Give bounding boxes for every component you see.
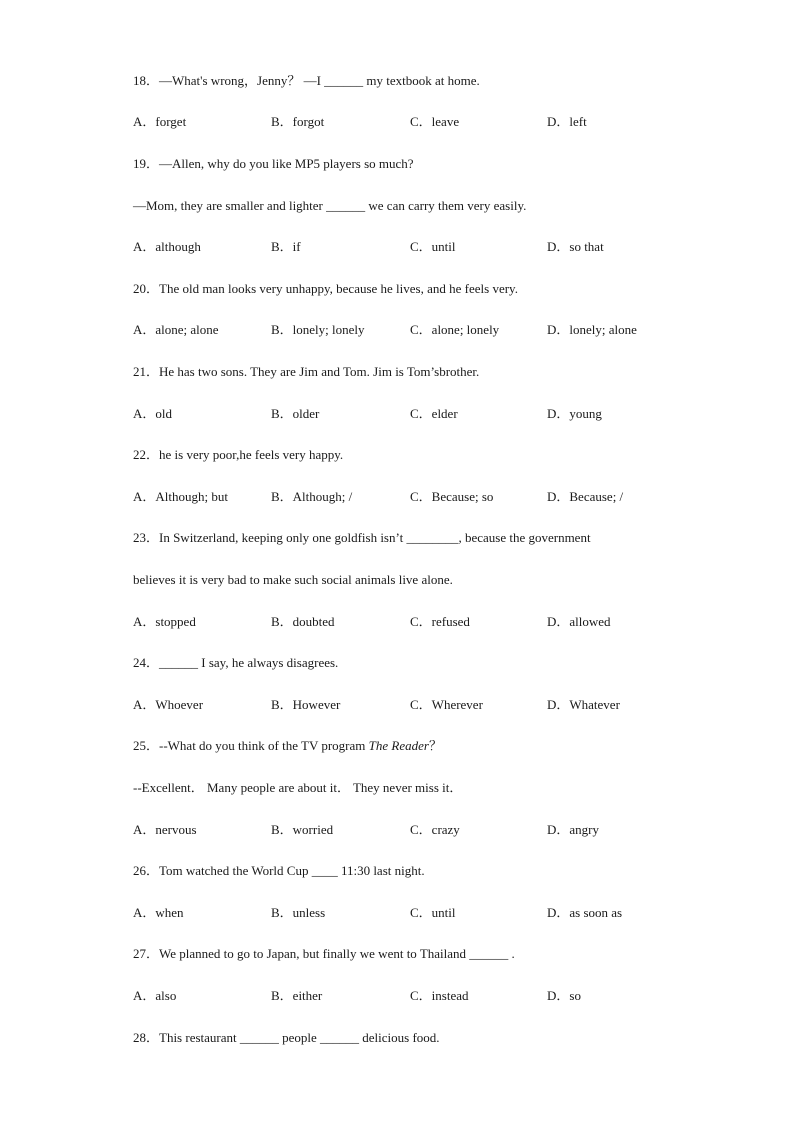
option-d: D．left — [547, 114, 587, 129]
question-23-stem-2: believes it is very bad to make such social animals live alone. — [133, 572, 453, 587]
question-24-stem: 24．______ I say, he always disagrees. — [133, 655, 339, 670]
option-c: C．Because; so — [410, 489, 494, 504]
option-b: B．forgot — [271, 114, 325, 129]
question-23-stem: 23．In Switzerland, keeping only one goldfish isn’t ________, because the government — [133, 530, 591, 545]
question-25-prefix: 25．--What do you think of the TV program — [133, 738, 369, 753]
option-c: C．instead — [410, 988, 469, 1003]
option-a: A．nervous — [133, 822, 197, 837]
option-a: A．stopped — [133, 614, 196, 629]
option-d: D．Whatever — [547, 697, 620, 712]
option-c: C．crazy — [410, 822, 460, 837]
option-d: D．so — [547, 988, 581, 1003]
option-b: B．older — [271, 406, 320, 421]
question-20-stem: 20．The old man looks very unhappy, because he lives, and he feels very. — [133, 281, 518, 296]
question-19-options — [133, 238, 753, 256]
option-c: C．alone; lonely — [410, 322, 500, 337]
question-25-suffix: ？ — [428, 738, 442, 753]
question-24-options — [133, 696, 753, 714]
option-a: A．old — [133, 406, 173, 421]
question-21-options — [133, 405, 753, 423]
question-22-options — [133, 488, 753, 506]
option-b: B．if — [271, 239, 301, 254]
option-b: B．Although; / — [271, 489, 353, 504]
option-d: D．allowed — [547, 614, 611, 629]
question-20-options — [133, 321, 753, 339]
question-27-options — [133, 987, 753, 1005]
option-c: C．until — [410, 239, 456, 254]
option-a: A．Although; but — [133, 489, 228, 504]
option-b: B．lonely; lonely — [271, 322, 365, 337]
option-c: C．refused — [410, 614, 470, 629]
question-26-stem: 26．Tom watched the World Cup ____ 11:30 last night. — [133, 863, 425, 878]
option-d: D．young — [547, 406, 602, 421]
question-25-options — [133, 821, 753, 839]
option-d: D．Because; / — [547, 489, 624, 504]
option-d: D．angry — [547, 822, 599, 837]
option-a: A．when — [133, 905, 184, 920]
program-title: The Reader — [368, 738, 429, 753]
question-19-stem-2: —Mom, they are smaller and lighter ______ we can carry them very easily. — [133, 198, 527, 213]
question-23-options — [133, 613, 753, 631]
option-c: C．leave — [410, 114, 460, 129]
option-b: B．worried — [271, 822, 334, 837]
option-b: B．However — [271, 697, 341, 712]
option-a: A．also — [133, 988, 177, 1003]
option-d: D．so that — [547, 239, 604, 254]
question-26-options — [133, 904, 753, 922]
question-28-stem: 28．This restaurant ______ people ______ delicious food. — [133, 1030, 440, 1045]
question-22-stem: 22．he is very poor,he feels very happy. — [133, 447, 344, 462]
option-b: B．doubted — [271, 614, 335, 629]
option-a: A．although — [133, 239, 201, 254]
option-a: A．forget — [133, 114, 187, 129]
question-25-stem-2: --Excellent． Many people are about it． They never miss it． — [133, 780, 463, 795]
question-19-stem: 19．—Allen, why do you like MP5 players so much? — [133, 156, 414, 171]
option-b: B．either — [271, 988, 323, 1003]
option-d: D．lonely; alone — [547, 322, 637, 337]
question-18-options — [133, 113, 753, 131]
question-21-stem: 21．He has two sons. They are Jim and Tom. Jim is Tom’sbrother. — [133, 364, 480, 379]
option-a: A．Whoever — [133, 697, 204, 712]
option-c: C．elder — [410, 406, 458, 421]
question-18-stem: 18．—What's wrong，Jenny？ —I ______ my textbook at home. — [133, 73, 480, 88]
question-27-stem: 27．We planned to go to Japan, but finally we went to Thailand ______ . — [133, 946, 515, 961]
question-25-stem — [133, 737, 442, 755]
option-b: B．unless — [271, 905, 326, 920]
option-a: A．alone; alone — [133, 322, 219, 337]
option-c: C．Wherever — [410, 697, 483, 712]
option-d: D．as soon as — [547, 905, 623, 920]
option-c: C．until — [410, 905, 456, 920]
